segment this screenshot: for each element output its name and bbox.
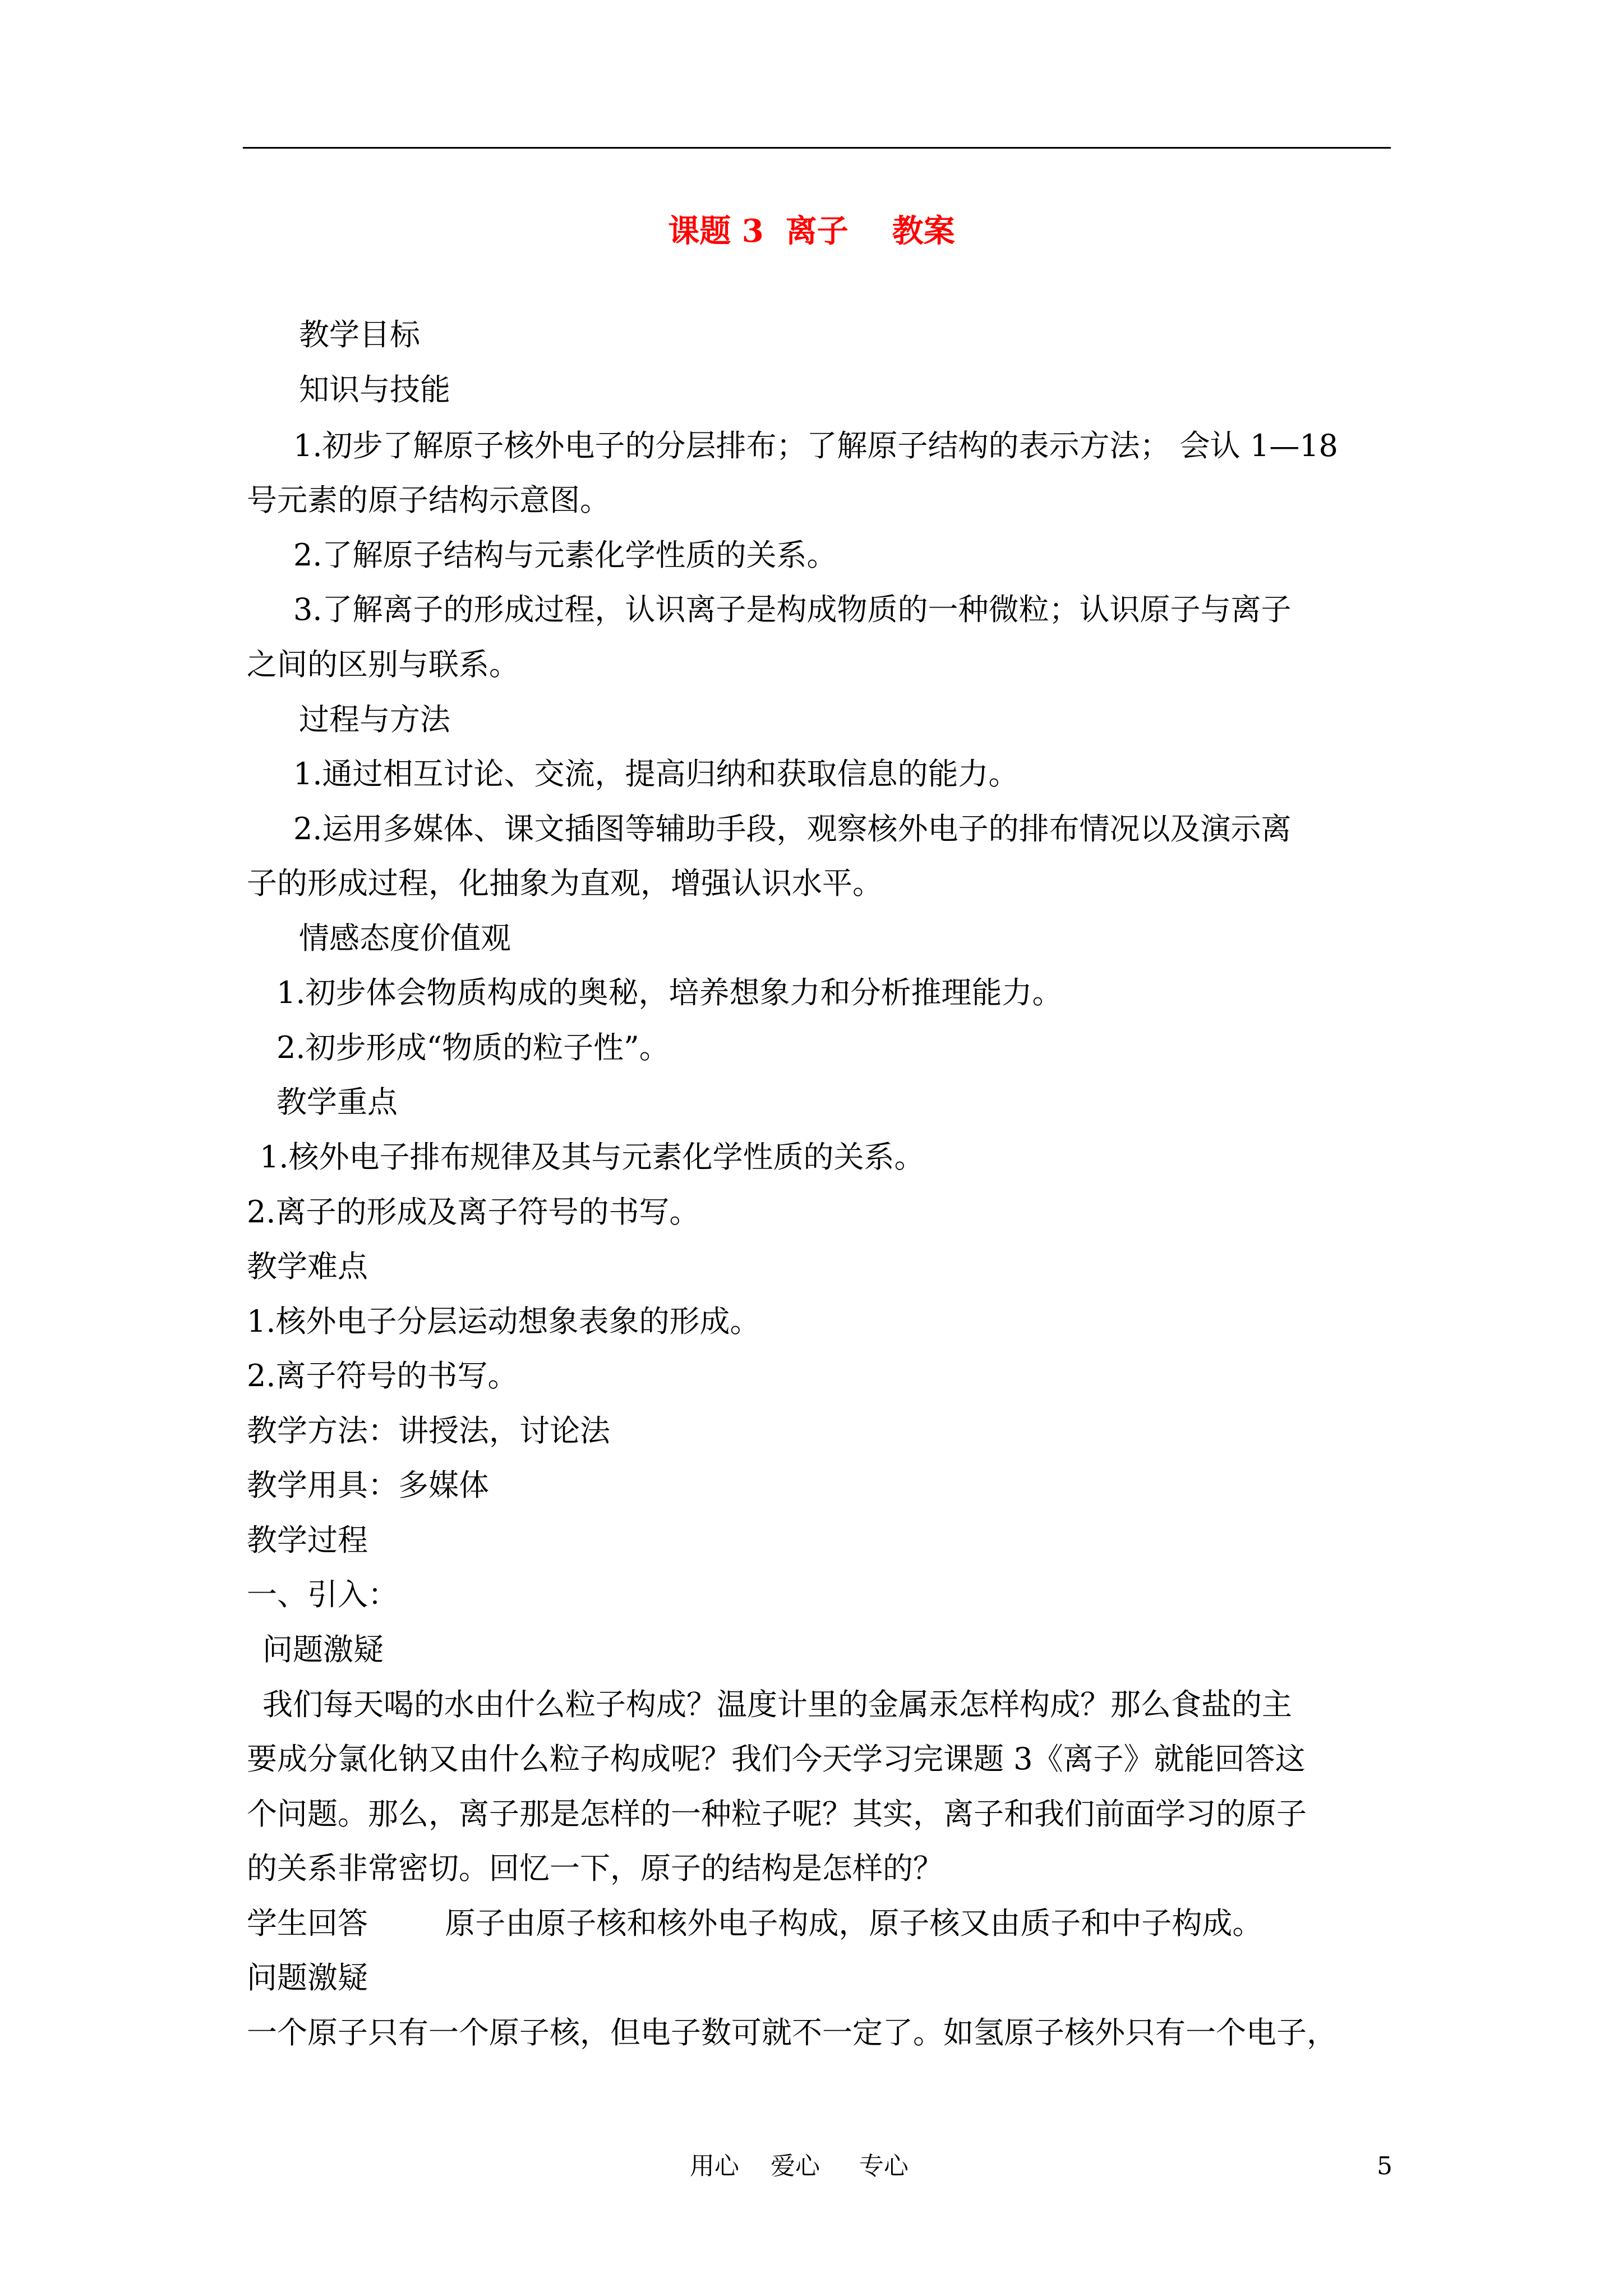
- subheading-process-methods: 过程与方法: [299, 702, 450, 737]
- header-rule: [243, 147, 1391, 149]
- paragraph-line: 1.通过相互讨论、交流，提高归纳和获取信息的能力。: [293, 756, 1019, 792]
- paragraph-line: 1.核外电子分层运动想象表象的形成。: [247, 1304, 760, 1339]
- paragraph-line: 2.离子的形成及离子符号的书写。: [247, 1194, 700, 1230]
- paragraph-line: 1.初步了解原子核外电子的分层排布；了解原子结构的表示方法； 会认 1—18: [293, 428, 1338, 463]
- paragraph-line: 号元素的原子结构示意图。: [247, 482, 610, 518]
- paragraph-line: 问题激疑: [247, 1960, 368, 1995]
- subheading-emotions-values: 情感态度价值观: [299, 921, 511, 956]
- section-heading-difficulties: 教学难点: [247, 1249, 368, 1284]
- page-number: 5: [1377, 2152, 1393, 2180]
- paragraph-line: 2.了解原子结构与元素化学性质的关系。: [293, 537, 837, 573]
- paragraph-line: 我们每天喝的水由什么粒子构成？温度计里的金属汞怎样构成？那么食盐的主: [262, 1687, 1292, 1722]
- paragraph-line: 一个原子只有一个原子核，但电子数可就不一定了。如氢原子核外只有一个电子，: [247, 2015, 1337, 2050]
- document-title: 课题 3 离子 教案: [668, 213, 955, 250]
- paragraph-line: 个问题。那么，离子那是怎样的一种粒子呢？其实，离子和我们前面学习的原子: [247, 1796, 1307, 1832]
- paragraph-line: 之间的区别与联系。: [247, 647, 519, 682]
- paragraph-line: 要成分氯化钠又由什么粒子构成呢？我们今天学习完课题 3《离子》就能回答这: [247, 1741, 1306, 1777]
- paragraph-line: 2.初步形成“物质的粒子性”。: [276, 1030, 670, 1065]
- paragraph-line: 子的形成过程，化抽象为直观，增强认识水平。: [247, 866, 883, 901]
- paragraph-line: 2.离子符号的书写。: [247, 1358, 518, 1393]
- paragraph-line: 一、引入：: [247, 1577, 398, 1612]
- paragraph-line: 1.初步体会物质构成的奥秘，培养想象力和分析推理能力。: [276, 975, 1063, 1010]
- section-heading-process: 教学过程: [247, 1522, 368, 1558]
- subheading-knowledge-skills: 知识与技能: [299, 372, 450, 407]
- paragraph-line: 的关系非常密切。回忆一下，原子的结构是怎样的？: [247, 1851, 943, 1886]
- section-heading-key-points: 教学重点: [276, 1084, 398, 1120]
- section-heading-objectives: 教学目标: [299, 317, 420, 352]
- paragraph-line: 1.核外电子排布规律及其与元素化学性质的关系。: [260, 1139, 925, 1175]
- paragraph-line: 学生回答 原子由原子核和核外电子构成，原子核又由质子和中子构成。: [247, 1906, 1263, 1941]
- paragraph-line: 3.了解离子的形成过程，认识离子是构成物质的一种微粒；认识原子与离子: [293, 592, 1292, 627]
- paragraph-line: 教学用具：多媒体: [247, 1467, 489, 1503]
- paragraph-line: 教学方法：讲授法，讨论法: [247, 1413, 610, 1448]
- paragraph-line: 2.运用多媒体、课文插图等辅助手段，观察核外电子的排布情况以及演示离: [293, 811, 1292, 846]
- paragraph-line: 问题激疑: [262, 1632, 384, 1667]
- footer-motto: 用心 爱心 专心: [690, 2152, 909, 2180]
